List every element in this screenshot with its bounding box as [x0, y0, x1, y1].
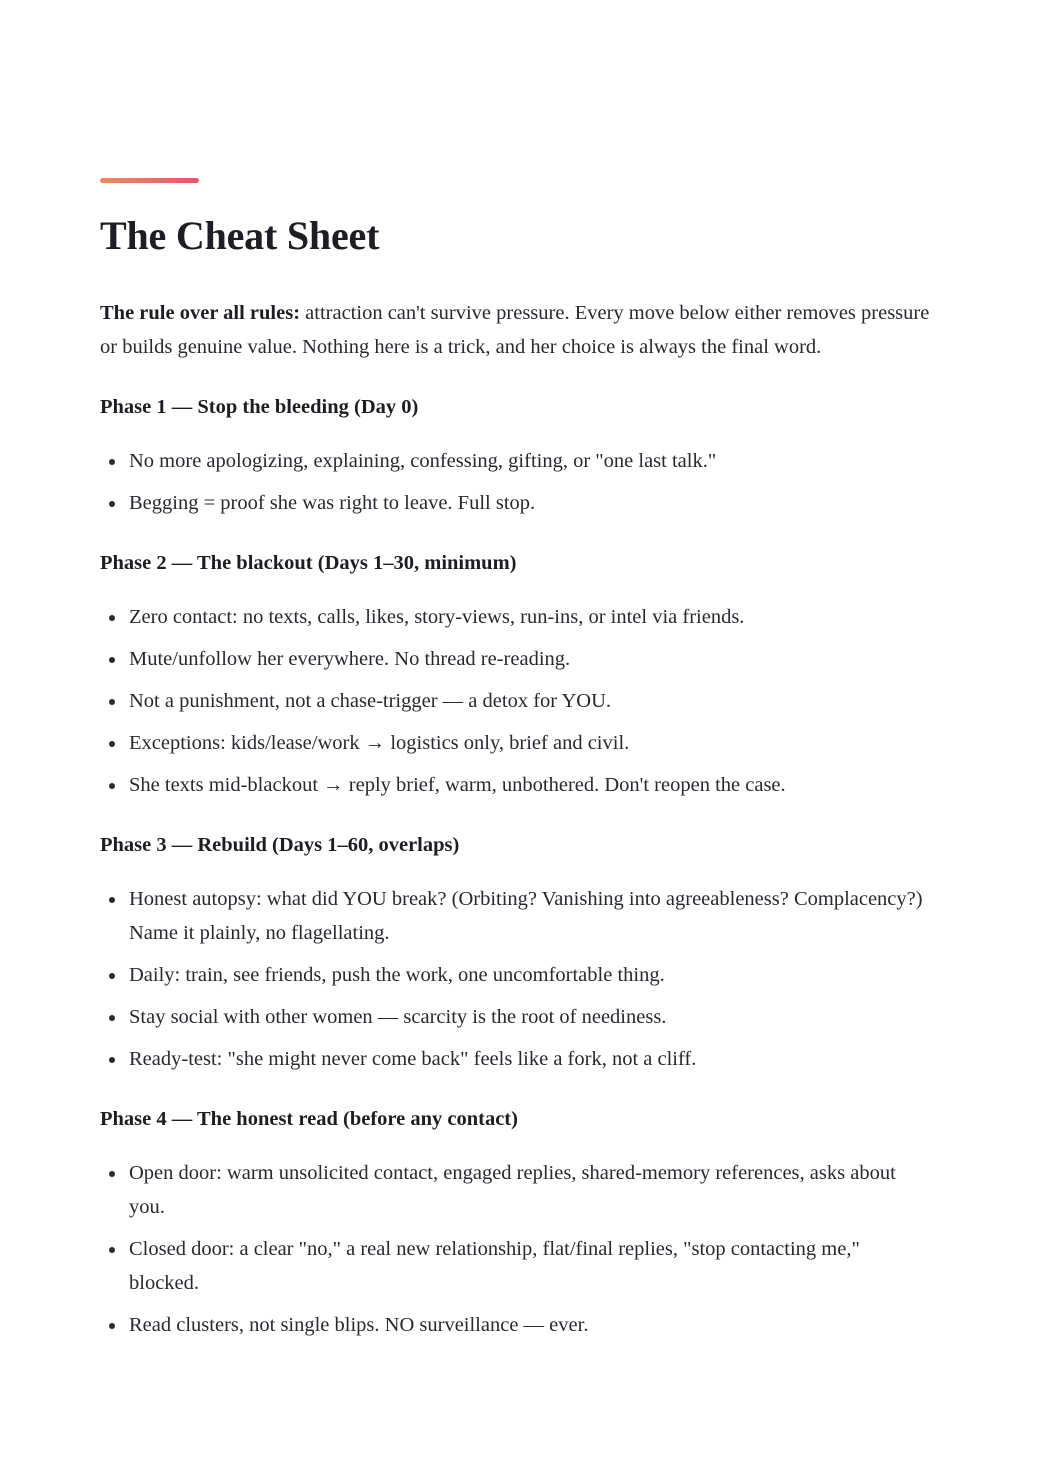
- list-item-text: Begging = proof she was right to leave. Full stop.: [129, 492, 536, 514]
- phase-3-heading: Phase 3 — Rebuild (Days 1–60, overlaps): [100, 834, 460, 856]
- intro-text: attraction can't survive pressure. Every move below either removes pressure or builds genuine value. Nothing here is a trick, and her choice is always the final word.: [100, 302, 930, 358]
- intro-bold-lead: The rule over all rules:: [100, 302, 301, 324]
- bullet-icon: [109, 657, 115, 663]
- list-item: [100, 958, 930, 992]
- bullet-icon: [109, 699, 115, 705]
- list-item: [100, 684, 930, 718]
- list-item-text: Honest autopsy: what did YOU break? (Orbiting? Vanishing into agreeableness? Complacency?) Name it plainly, no flagellating.: [129, 888, 923, 944]
- list-item-text: Zero contact: no texts, calls, likes, story-views, run-ins, or intel via friends.: [129, 606, 745, 628]
- list-item: [100, 486, 930, 520]
- phase-2-list: [100, 600, 930, 802]
- list-item: [100, 768, 930, 802]
- list-item-text: She texts mid-blackout → reply brief, warm, unbothered. Don't reopen the case.: [129, 774, 786, 796]
- phase-2-heading: Phase 2 — The blackout (Days 1–30, minimum): [100, 552, 517, 574]
- bullet-icon: [109, 741, 115, 747]
- bullet-icon: [109, 1057, 115, 1063]
- intro-paragraph: [100, 296, 930, 364]
- phase-1-list: [100, 444, 930, 520]
- bullet-icon: [109, 501, 115, 507]
- list-item: [100, 600, 930, 634]
- accent-bar: [100, 178, 199, 183]
- bullet-icon: [109, 897, 115, 903]
- phase-4-heading: Phase 4 — The honest read (before any contact): [100, 1108, 518, 1130]
- phase-3-list: [100, 882, 930, 1076]
- list-item-text: Ready-test: "she might never come back" feels like a fork, not a cliff.: [129, 1048, 697, 1070]
- list-item: [100, 1042, 930, 1076]
- list-item-text: Open door: warm unsolicited contact, engaged replies, shared-memory references, asks about you.: [129, 1162, 896, 1218]
- phase-4-section: [100, 1102, 930, 1342]
- phase-4-list: [100, 1156, 930, 1342]
- phase-1-heading: Phase 1 — Stop the bleeding (Day 0): [100, 396, 419, 418]
- list-item-text: Read clusters, not single blips. NO surveillance — ever.: [129, 1314, 589, 1336]
- list-item: [100, 642, 930, 676]
- phase-1-section: [100, 390, 930, 520]
- bullet-icon: [109, 459, 115, 465]
- list-item-text: No more apologizing, explaining, confessing, gifting, or "one last talk.": [129, 450, 717, 472]
- bullet-icon: [109, 615, 115, 621]
- list-item: [100, 1156, 930, 1224]
- list-item-text: Stay social with other women — scarcity is the root of neediness.: [129, 1006, 667, 1028]
- phase-3-section: [100, 828, 930, 1076]
- bullet-icon: [109, 1171, 115, 1177]
- bullet-icon: [109, 1323, 115, 1329]
- list-item-text: Daily: train, see friends, push the work, one uncomfortable thing.: [129, 964, 665, 986]
- bullet-icon: [109, 1247, 115, 1253]
- list-item: [100, 1308, 930, 1342]
- bullet-icon: [109, 973, 115, 979]
- bullet-icon: [109, 783, 115, 789]
- list-item: [100, 726, 930, 760]
- list-item: [100, 444, 930, 478]
- list-item-text: Mute/unfollow her everywhere. No thread re-reading.: [129, 648, 571, 670]
- list-item: [100, 1232, 930, 1300]
- phase-2-section: [100, 546, 930, 802]
- list-item: [100, 882, 930, 950]
- list-item: [100, 1000, 930, 1034]
- cheat-sheet-page: [100, 178, 930, 1342]
- list-item-text: Exceptions: kids/lease/work → logistics only, brief and civil.: [129, 732, 630, 754]
- bullet-icon: [109, 1015, 115, 1021]
- list-item-text: Closed door: a clear "no," a real new relationship, flat/final replies, "stop contacting me," blocked.: [129, 1238, 860, 1294]
- list-item-text: Not a punishment, not a chase-trigger — a detox for YOU.: [129, 690, 612, 712]
- page-title: The Cheat Sheet: [100, 213, 380, 258]
